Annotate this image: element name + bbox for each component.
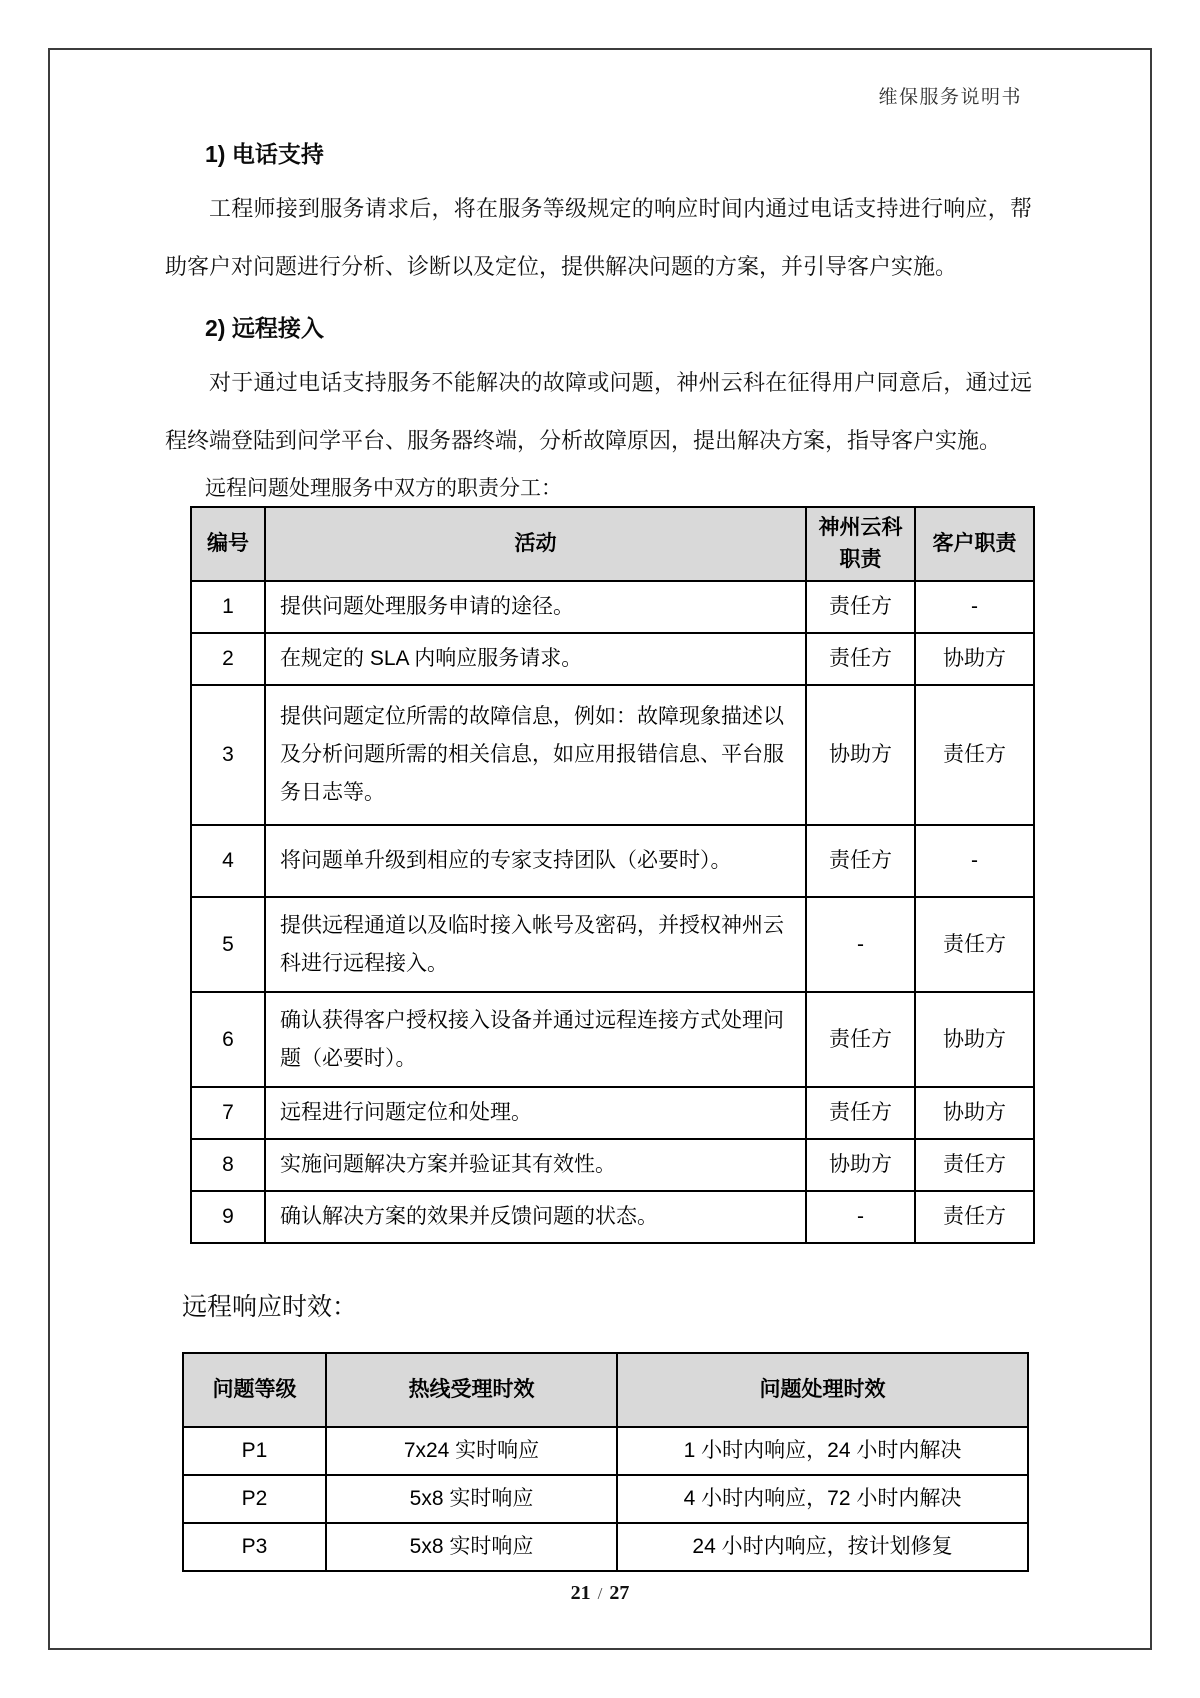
problem-handling-cell: 4 小时内响应，72 小时内解决 bbox=[617, 1475, 1028, 1523]
table-row bbox=[191, 1139, 1034, 1191]
yunke-role-cell: 协助方 bbox=[806, 1139, 915, 1191]
customer-role-cell: 责任方 bbox=[915, 897, 1034, 992]
page-number-separator: / bbox=[597, 1584, 603, 1603]
page-number-total: 27 bbox=[609, 1582, 630, 1604]
activity-cell: 确认解决方案的效果并反馈问题的状态。 bbox=[265, 1191, 806, 1243]
row-number-cell: 2 bbox=[191, 633, 265, 685]
column-header-problem-level: 问题等级 bbox=[183, 1353, 326, 1427]
activity-cell: 将问题单升级到相应的专家支持团队（必要时）。 bbox=[265, 825, 806, 897]
column-header-hotline-response: 热线受理时效 bbox=[326, 1353, 617, 1427]
paragraph-remote-access: 对于通过电话支持服务不能解决的故障或问题，神州云科在征得用户同意后，通过远程终端登陆到问学平台、服务器终端，分析故障原因，提出解决方案，指导客户实施。 bbox=[165, 370, 1032, 453]
activity-cell: 实施问题解决方案并验证其有效性。 bbox=[265, 1139, 806, 1191]
section-heading-phone-support: 1) 电话支持 bbox=[205, 141, 324, 167]
activity-cell: 提供问题处理服务申请的途径。 bbox=[265, 581, 806, 633]
customer-role-cell: 协助方 bbox=[915, 633, 1034, 685]
yunke-role-cell: - bbox=[806, 897, 915, 992]
activity-cell: 在规定的 SLA 内响应服务请求。 bbox=[265, 633, 806, 685]
table-row bbox=[191, 992, 1034, 1087]
table-row bbox=[191, 633, 1034, 685]
row-number-cell: 7 bbox=[191, 1087, 265, 1139]
problem-level-cell: P2 bbox=[183, 1475, 326, 1523]
problem-handling-cell: 24 小时内响应，按计划修复 bbox=[617, 1523, 1028, 1571]
yunke-role-cell: 责任方 bbox=[806, 1087, 915, 1139]
column-header-customer-role: 客户职责 bbox=[915, 507, 1034, 581]
sla-table bbox=[182, 1352, 1029, 1572]
hotline-response-cell: 5x8 实时响应 bbox=[326, 1523, 617, 1571]
yunke-role-cell: 责任方 bbox=[806, 581, 915, 633]
table-row bbox=[191, 1191, 1034, 1243]
sla-table-row bbox=[183, 1427, 1028, 1475]
yunke-role-cell: 责任方 bbox=[806, 992, 915, 1087]
customer-role-cell: - bbox=[915, 581, 1034, 633]
column-header-number: 编号 bbox=[191, 507, 265, 581]
row-number-cell: 8 bbox=[191, 1139, 265, 1191]
sla-intro: 远程响应时效： bbox=[182, 1293, 358, 1321]
customer-role-cell: - bbox=[915, 825, 1034, 897]
header-title: 维保服务说明书 bbox=[878, 87, 1022, 108]
activity-cell: 提供远程通道以及临时接入帐号及密码，并授权神州云科进行远程接入。 bbox=[265, 897, 806, 992]
activity-cell: 远程进行问题定位和处理。 bbox=[265, 1087, 806, 1139]
hotline-response-cell: 5x8 实时响应 bbox=[326, 1475, 617, 1523]
column-header-yunke-role: 神州云科职责 bbox=[806, 507, 915, 581]
sla-table-row bbox=[183, 1475, 1028, 1523]
page-footer bbox=[0, 1582, 1200, 1605]
customer-role-cell: 协助方 bbox=[915, 1087, 1034, 1139]
table-row bbox=[191, 685, 1034, 825]
table-row bbox=[191, 581, 1034, 633]
responsibility-table-intro: 远程问题处理服务中双方的职责分工： bbox=[205, 477, 562, 500]
customer-role-cell: 责任方 bbox=[915, 1191, 1034, 1243]
page-number-current: 21 bbox=[570, 1582, 591, 1604]
customer-role-cell: 协助方 bbox=[915, 992, 1034, 1087]
column-header-activity: 活动 bbox=[265, 507, 806, 581]
yunke-role-cell: 责任方 bbox=[806, 825, 915, 897]
customer-role-cell: 责任方 bbox=[915, 1139, 1034, 1191]
table-row bbox=[191, 825, 1034, 897]
problem-handling-cell: 1 小时内响应，24 小时内解决 bbox=[617, 1427, 1028, 1475]
yunke-role-cell: - bbox=[806, 1191, 915, 1243]
column-header-problem-handling: 问题处理时效 bbox=[617, 1353, 1028, 1427]
row-number-cell: 9 bbox=[191, 1191, 265, 1243]
responsibility-table-header-row bbox=[191, 507, 1034, 581]
table-row bbox=[191, 897, 1034, 992]
row-number-cell: 4 bbox=[191, 825, 265, 897]
paragraph-phone-support: 工程师接到服务请求后，将在服务等级规定的响应时间内通过电话支持进行响应，帮助客户对问题进行分析、诊断以及定位，提供解决问题的方案，并引导客户实施。 bbox=[165, 196, 1032, 279]
sla-table-row bbox=[183, 1523, 1028, 1571]
yunke-role-cell: 协助方 bbox=[806, 685, 915, 825]
hotline-response-cell: 7x24 实时响应 bbox=[326, 1427, 617, 1475]
page-content bbox=[165, 130, 1032, 1572]
problem-level-cell: P1 bbox=[183, 1427, 326, 1475]
row-number-cell: 3 bbox=[191, 685, 265, 825]
section-heading-remote-access: 2) 远程接入 bbox=[205, 315, 324, 341]
problem-level-cell: P3 bbox=[183, 1523, 326, 1571]
customer-role-cell: 责任方 bbox=[915, 685, 1034, 825]
responsibility-table bbox=[190, 506, 1035, 1244]
row-number-cell: 5 bbox=[191, 897, 265, 992]
activity-cell: 确认获得客户授权接入设备并通过远程连接方式处理问题（必要时）。 bbox=[265, 992, 806, 1087]
row-number-cell: 1 bbox=[191, 581, 265, 633]
row-number-cell: 6 bbox=[191, 992, 265, 1087]
table-row bbox=[191, 1087, 1034, 1139]
sla-table-header-row bbox=[183, 1353, 1028, 1427]
yunke-role-cell: 责任方 bbox=[806, 633, 915, 685]
activity-cell: 提供问题定位所需的故障信息，例如：故障现象描述以及分析问题所需的相关信息，如应用报错信息、平台服务日志等。 bbox=[265, 685, 806, 825]
document-header bbox=[878, 82, 1022, 109]
